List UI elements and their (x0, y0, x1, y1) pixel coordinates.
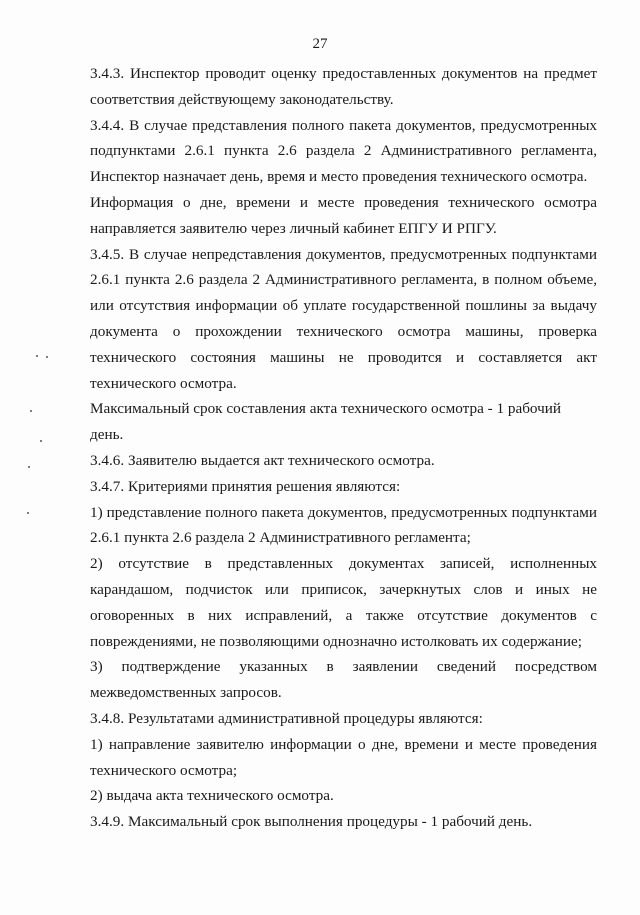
paragraph-3-4-3 (90, 61, 597, 113)
text-line: 2) отсутствие в представленных документах записей, исполненных (90, 555, 597, 573)
paragraph-3-4-6 (90, 448, 597, 474)
text-line: 2.6.1 пункта 2.6 раздела 2 Административного регламента; (90, 529, 471, 547)
text-line: 3.4.9. Максимальный срок выполнения процедуры - 1 рабочий день. (90, 813, 533, 831)
text-line: документа о прохождении технического осмотра машины, проверка (90, 322, 597, 340)
scan-speck (28, 466, 30, 468)
text-line: технического осмотра; (90, 761, 238, 779)
text-line: межведомственных запросов. (90, 684, 282, 702)
document-body (90, 61, 597, 835)
scan-speck (27, 512, 29, 514)
text-line: 1) представление полного пакета документов, предусмотренных подпунктами (90, 503, 597, 521)
paragraph-information (90, 190, 597, 242)
text-line: 3.4.6. Заявителю выдается акт технического осмотра. (90, 451, 435, 469)
scan-speck (46, 356, 48, 358)
text-line: 3.4.8. Результатами административной процедуры являются: (90, 709, 483, 727)
text-line: Информация о дне, времени и месте проведения технического осмотра (90, 193, 597, 211)
text-line: повреждениями, не позволяющими однозначно истолковать их содержание; (90, 632, 582, 650)
criterion-2 (90, 551, 597, 654)
scan-speck (30, 410, 32, 412)
paragraph-3-4-8 (90, 706, 597, 732)
paragraph-3-4-7 (90, 474, 597, 500)
scan-speck (40, 440, 42, 442)
text-line: 3.4.4. В случае представления полного пакета документов, предусмотренных (90, 116, 597, 134)
text-line: 2) выдача акта технического осмотра. (90, 787, 334, 805)
text-line: 3) подтверждение указанных в заявлении сведений посредством (90, 658, 597, 676)
text-line: соответствия действующему законодательству. (90, 90, 394, 108)
paragraph-3-4-5 (90, 242, 597, 397)
text-line: 3.4.3. Инспектор проводит оценку предоставленных документов на предмет (90, 65, 597, 82)
text-line: 2.6.1 пункта 2.6 раздела 2 Административного регламента, в полном объеме, (90, 271, 597, 289)
text-line: 3.4.7. Критериями принятия решения являются: (90, 477, 401, 495)
text-line: 1) направление заявителю информации о дне, времени и месте проведения (90, 735, 597, 753)
paragraph-max-term (90, 396, 597, 448)
page-number: 27 (312, 36, 328, 52)
text-line: оговоренных в них исправлений, а также отсутствие документов с (90, 606, 597, 624)
text-line: направляется заявителю через личный кабинет ЕПГУ И РПГУ. (90, 219, 497, 237)
criterion-3 (90, 654, 597, 706)
result-2 (90, 783, 597, 809)
paragraph-3-4-9 (90, 809, 597, 835)
text-line: 3.4.5. В случае непредставления документов, предусмотренных подпунктами (90, 245, 597, 263)
text-line: технического осмотра. (90, 374, 237, 392)
criterion-1 (90, 500, 597, 552)
text-line: технического состояния машины не проводится и составляется акт (90, 348, 597, 366)
text-line: Максимальный срок составления акта технического осмотра - 1 рабочий день. (90, 400, 562, 444)
paragraph-3-4-4 (90, 113, 597, 190)
text-line: карандашом, подчисток или приписок, зачеркнутых слов и иных не (90, 580, 597, 598)
text-line: или отсутствия информации об уплате государственной пошлины за выдачу (90, 297, 597, 315)
scan-speck (36, 355, 38, 357)
result-1 (90, 732, 597, 784)
text-line: подпунктами 2.6.1 пункта 2.6 раздела 2 Административного регламента, (90, 142, 597, 160)
text-line: Инспектор назначает день, время и место проведения технического осмотра. (90, 168, 588, 186)
